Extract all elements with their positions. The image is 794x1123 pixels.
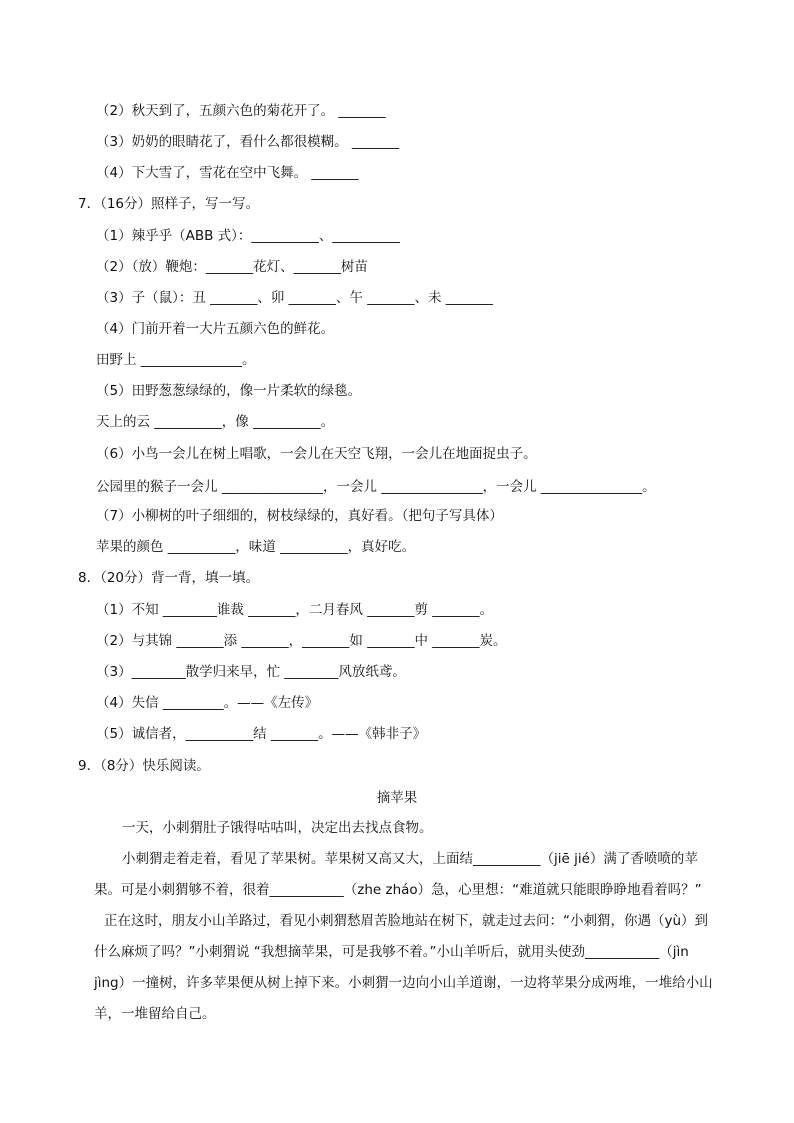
question-6-item-3: （3）奶奶的眼睛花了，看什么都很模糊。 _______ (96, 134, 400, 150)
question-7-item-6-answer: 公园里的猴子一会儿 _______________，一会儿 _______________，一会儿 _______________。 (96, 479, 656, 495)
question-7-item-6: （6）小鸟一会儿在树上唱歌，一会儿在天空飞翔，一会儿在地面捉虫子。 (96, 446, 537, 462)
question-7-item-4-answer: 田野上 _______________。 (96, 352, 256, 368)
question-8-heading: 8．（20分）背一背，填一填。 (78, 570, 260, 586)
question-7-heading: 7．（16分）照样子，写一写。 (78, 196, 260, 212)
question-7-item-4: （4）门前开着一大片五颜六色的鲜花。 (96, 321, 335, 337)
question-7-item-5: （5）田野葱葱绿绿的，像一片柔软的绿毯。 (96, 383, 362, 399)
question-8-item-2: （2）与其锦 _______添 _______，_______如 _______中 _______炭。 (96, 633, 507, 649)
question-6-item-2: （2）秋天到了，五颜六色的菊花开了。 _______ (96, 103, 386, 119)
question-9-heading: 9．（8分）快乐阅读。 (78, 758, 210, 774)
passage-paragraph-2: 小刺猬走着走着，看见了苹果树。苹果树又高又大，上面结__________（jiē jié）满了香喷喷的苹果。可是小刺猬够不着，很着___________（zhe zháo）急，心里想：“难道就只能眼睁睁地看着吗？” (94, 851, 702, 898)
passage-paragraph-3: 正在这时，朋友小山羊路过，看见小刺猬愁眉苦脸地站在树下，就走过去问：“小刺猬，你遇（yù）到什么麻烦了吗？”小刺猬说 “我想摘苹果，可是我够不着。”小山羊听后，就用头使劲___________（jìn jìng）一撞树，许多苹果便从树上掉下来。小刺猬一边向小山羊道谢，一边将苹果分成两堆，一堆给小山羊，一堆留给自己。 (94, 913, 713, 1022)
question-7-item-7: （7）小柳树的叶子细细的，树枝绿绿的，真好看。（把句子写具体） (96, 508, 503, 524)
question-7-item-2: （2）（放）鞭炮：_______花灯、_______树苗 (96, 259, 368, 275)
question-8-item-1: （1）不知 ________谁裁 _______，二月春风 _______剪 _______。 (96, 602, 494, 618)
question-7-item-3: （3）子（鼠）：丑 _______、卯 _______、午 _______、未 _______ (96, 290, 494, 306)
question-6-item-4: （4）下大雪了，雪花在空中飞舞。 _______ (96, 165, 359, 181)
question-8-item-3: （3）________散学归来早，忙 ________风放纸鸢。 (96, 664, 406, 680)
question-8-item-5: （5）诚信者，__________结 _______。——《韩非子》 (96, 726, 427, 742)
question-7-item-5-answer: 天上的云 __________，像 __________。 (96, 414, 335, 430)
passage-title: 摘苹果 (376, 790, 418, 806)
passage-paragraph-1: 一天，小刺猬肚子饿得咕咕叫，决定出去找点食物。 (122, 820, 433, 836)
question-7-item-1: （1）辣乎乎（ABB 式）：__________、__________ (96, 228, 400, 244)
question-8-item-4: （4）失信 _________。——《左传》 (96, 695, 319, 711)
question-7-item-7-answer: 苹果的颜色 __________，味道 __________，真好吃。 (96, 539, 416, 555)
